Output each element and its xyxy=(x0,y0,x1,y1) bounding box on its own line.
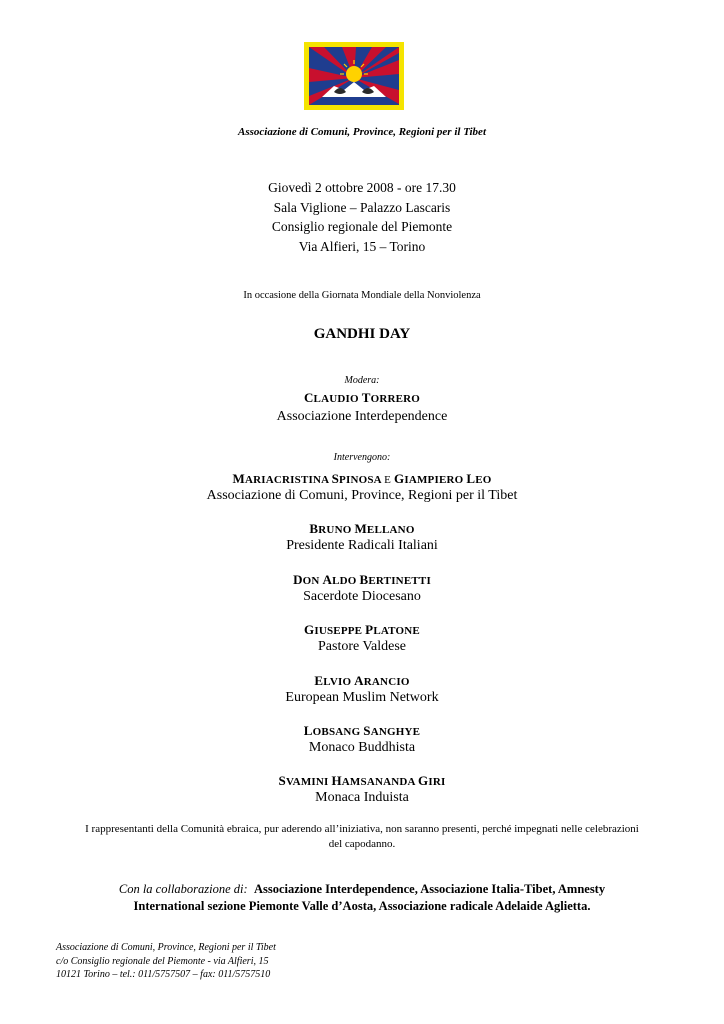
association-header: Associazione di Comuni, Province, Regioni per il Tibet xyxy=(237,126,486,138)
speaker-name: ELVIO ARANCIO xyxy=(314,673,410,688)
footer-address xyxy=(56,941,276,982)
collaboration-orgs: Associazione Interdependence, Associazione Italia-Tibet, Amnesty International sezione Piemonte Valle d’Aosta, Associazione radicale Adelaide Aglietta. xyxy=(133,882,606,913)
speaker-block xyxy=(0,471,724,504)
tibet-flag-logo xyxy=(304,42,404,110)
footer-line-2: c/o Consiglio regionale del Piemonte - via Alfieri, 15 xyxy=(56,955,269,967)
speakers-label: Intervengono: xyxy=(333,452,391,463)
speaker-block xyxy=(0,723,724,756)
speaker-role: Monaco Buddhista xyxy=(308,740,416,755)
event-title: GANDHI DAY xyxy=(313,326,411,342)
event-details xyxy=(0,178,724,256)
collaboration-lead: Con la collaborazione di: xyxy=(118,882,248,896)
speaker-name: BRUNO MELLANO xyxy=(309,521,415,536)
speaker-name: DON ALDO BERTINETTI xyxy=(293,572,431,587)
speaker-role: Monaca Induista xyxy=(315,790,409,805)
speaker-role: Presidente Radicali Italiani xyxy=(286,538,438,553)
speaker-role: Associazione di Comuni, Province, Regioni per il Tibet xyxy=(206,488,518,503)
speaker-role: Sacerdote Diocesano xyxy=(303,589,421,604)
speaker-name: MARIACRISTINA SPINOSA E GIAMPIERO LEO xyxy=(232,471,492,486)
event-council: Consiglio regionale del Piemonte xyxy=(271,219,453,234)
community-note: I rappresentanti della Comunità ebraica, pur aderendo all’iniziativa, non saranno presenti, perché impegnati nelle celebrazioni del capodanno. xyxy=(85,823,639,850)
speaker-block xyxy=(0,521,724,554)
speaker-role: European Muslim Network xyxy=(285,690,439,705)
event-address: Via Alfieri, 15 – Torino xyxy=(298,238,426,254)
speaker-block xyxy=(0,572,724,605)
event-venue: Sala Viglione – Palazzo Lascaris xyxy=(273,199,451,215)
moderator-name: CLAUDIO TORRERO xyxy=(303,390,421,405)
speaker-block xyxy=(0,673,724,706)
footer-line-1: Associazione di Comuni, Province, Regioni per il Tibet xyxy=(56,942,276,953)
speaker-name: GIUSEPPE PLATONE xyxy=(304,622,420,637)
collaboration-block xyxy=(0,881,724,915)
speaker-role: Pastore Valdese xyxy=(318,639,406,654)
moderator-role: Associazione Interdependence xyxy=(276,409,448,424)
moderator-label: Modera: xyxy=(344,375,380,386)
event-date: Giovedì 2 ottobre 2008 - ore 17.30 xyxy=(268,180,456,195)
speaker-block xyxy=(0,622,724,655)
footer-line-3: 10121 Torino – tel.: 011/5757507 – fax: 011/5757510 xyxy=(56,969,271,980)
speaker-block xyxy=(0,773,724,806)
occasion-text: In occasione della Giornata Mondiale della Nonviolenza xyxy=(243,290,481,301)
speaker-name: SVAMINI HAMSANANDA GIRI xyxy=(278,773,446,788)
moderator-block xyxy=(0,375,724,425)
speaker-name: LOBSANG SANGHYE xyxy=(303,723,421,738)
